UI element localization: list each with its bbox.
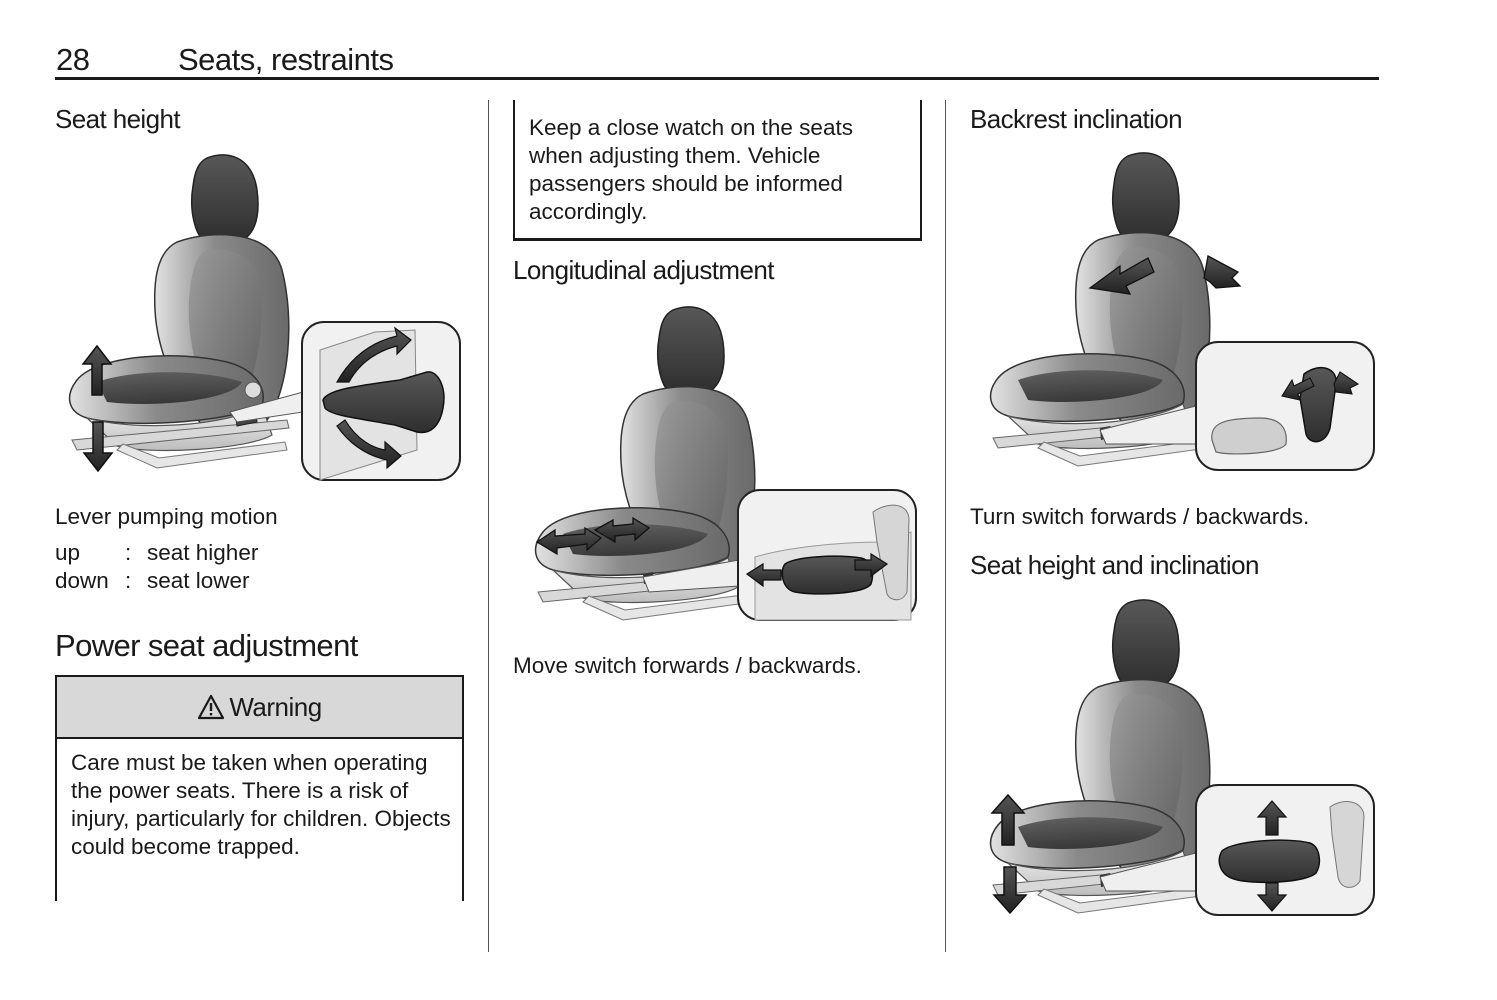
- direction-sep: :: [125, 568, 132, 593]
- longitudinal-adjustment-illustration: [515, 302, 920, 637]
- lever-detail-inset: [302, 322, 460, 480]
- column-divider-left: [488, 100, 489, 952]
- caption-lever-pumping: Lever pumping motion: [55, 504, 278, 529]
- height-switch-detail-inset: [1196, 785, 1374, 915]
- warning-body: [55, 737, 464, 901]
- direction-sep: :: [125, 540, 132, 565]
- warning-header: [55, 675, 464, 739]
- heading-seat-height: Seat height: [55, 104, 180, 134]
- heading-longitudinal-adjustment: Longitudinal adjustment: [513, 255, 774, 285]
- direction-key: down: [55, 568, 109, 593]
- warning-triangle-icon: [197, 694, 225, 720]
- direction-value: seat higher: [147, 540, 259, 565]
- column-divider-right: [945, 100, 946, 952]
- direction-list: [55, 539, 258, 595]
- seat-height-inclination-illustration: [970, 595, 1378, 925]
- seat-height-illustration: [55, 150, 465, 485]
- switch-detail-inset: [738, 490, 916, 620]
- warning-continued-text: Keep a close watch on the seats when adjusting them. Vehicle passengers should be informed accordingly.: [529, 115, 853, 224]
- heading-backrest-inclination: Backrest inclination: [970, 104, 1182, 134]
- caption-move-switch: Move switch forwards / backwards.: [513, 653, 862, 678]
- backrest-backward-arrow-icon: [1204, 256, 1240, 288]
- backrest-inclination-illustration: [970, 148, 1378, 478]
- direction-value: seat lower: [147, 568, 250, 593]
- warning-text: Care must be taken when operating the power seats. There is a risk of injury, particularly for children. Objects could become trapped.: [71, 750, 451, 859]
- warning-title: Warning: [229, 691, 322, 722]
- caption-turn-switch: Turn switch forwards / backwards.: [970, 504, 1310, 529]
- warning-continued-box: [513, 100, 922, 241]
- page-number: 28: [56, 42, 90, 77]
- direction-row-down: [55, 567, 258, 595]
- heading-power-seat-adjustment: Power seat adjustment: [55, 628, 358, 663]
- recline-switch-detail-inset: [1196, 342, 1374, 470]
- section-title: Seats, restraints: [178, 42, 394, 77]
- header-rule: [55, 77, 1379, 80]
- direction-key: up: [55, 540, 81, 565]
- heading-seat-height-inclination: Seat height and inclination: [970, 550, 1259, 580]
- warning-box: [55, 675, 462, 901]
- direction-row-up: [55, 539, 258, 567]
